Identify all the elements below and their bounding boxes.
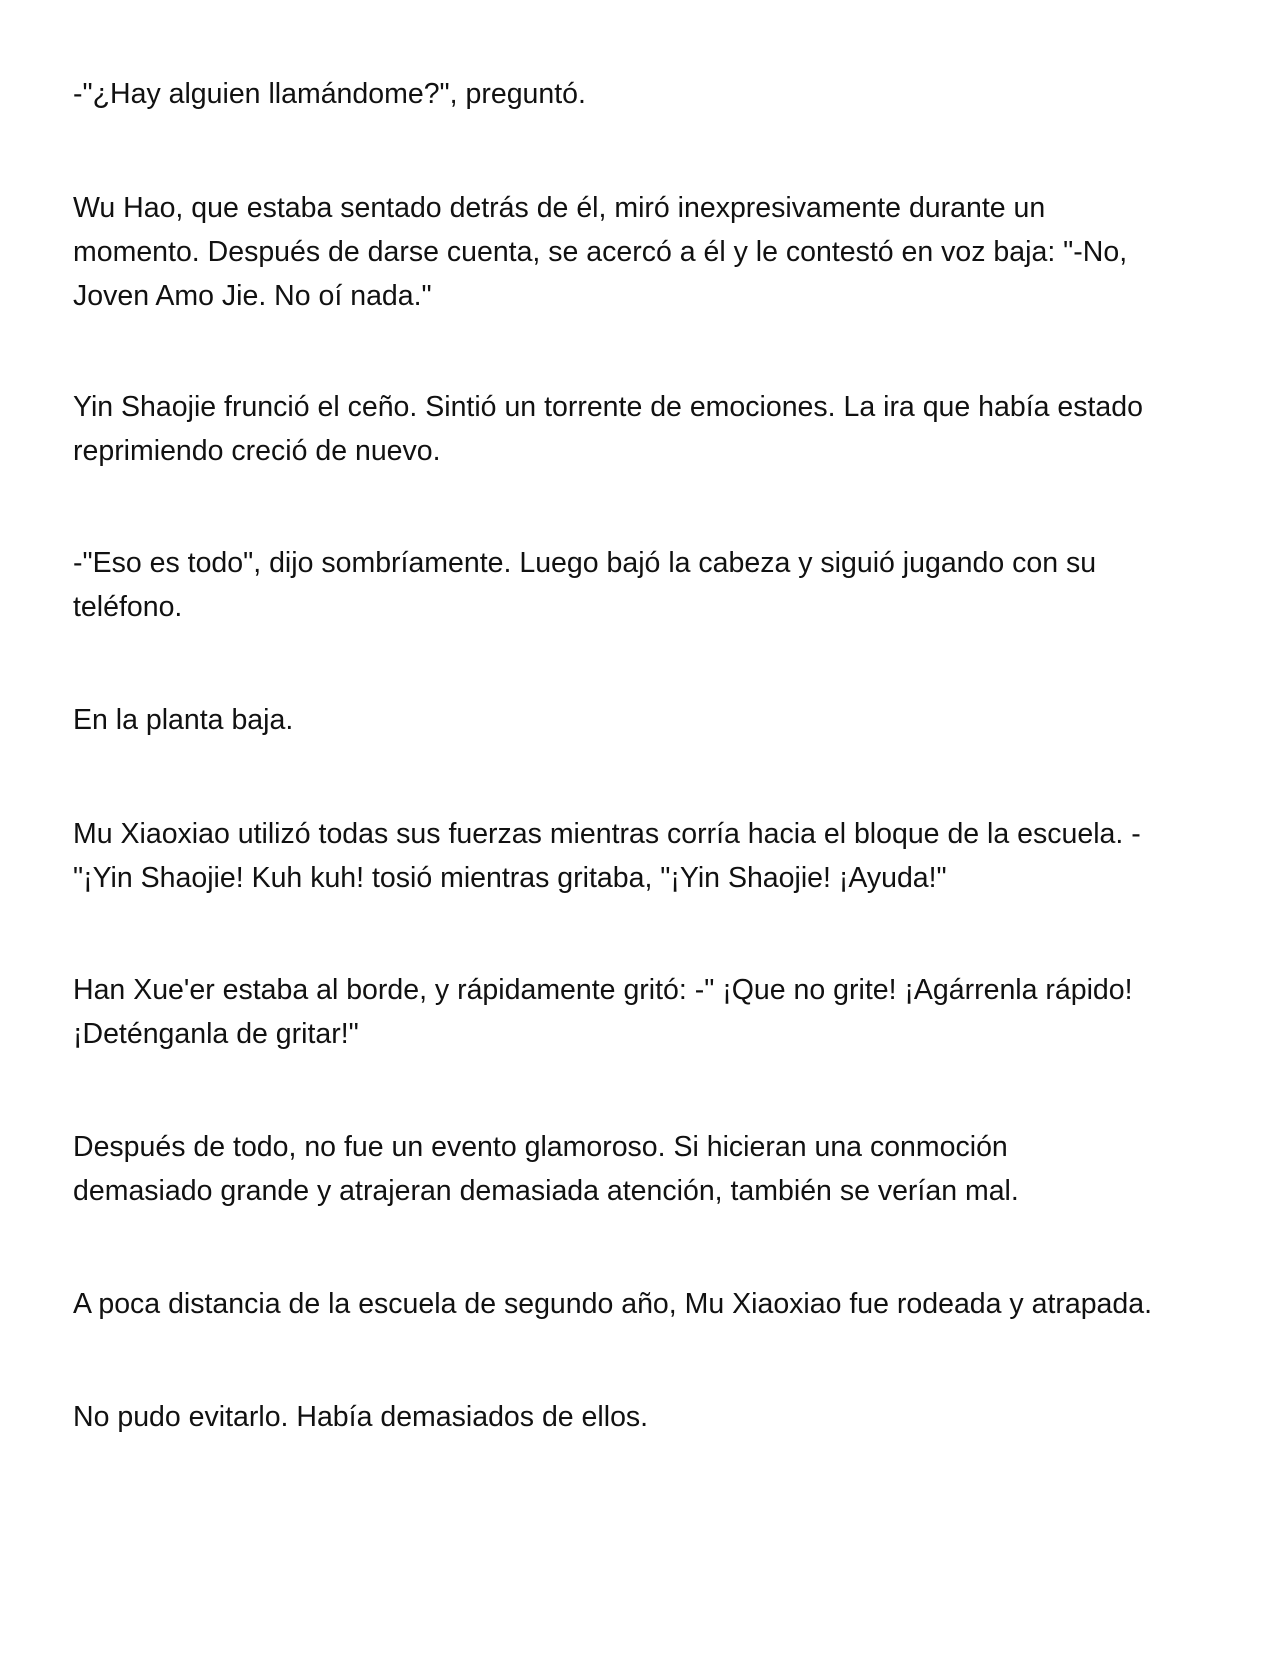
paragraph-line: demasiado grande y atrajeran demasiada atención, también se verían mal. <box>73 1175 1019 1207</box>
paragraph-2 <box>73 186 1223 318</box>
paragraph-line: No pudo evitarlo. Había demasiados de ellos. <box>73 1401 649 1433</box>
paragraph-9 <box>73 1282 1223 1326</box>
paragraph-10 <box>73 1395 1223 1439</box>
paragraph-1 <box>73 72 1223 116</box>
paragraph-line: "¡Yin Shaojie! Kuh kuh! tosió mientras gritaba, "¡Yin Shaojie! ¡Ayuda!" <box>73 862 947 894</box>
paragraph-line: ¡Deténganla de gritar!" <box>73 1018 359 1050</box>
paragraph-3 <box>73 385 1223 473</box>
paragraph-line: A poca distancia de la escuela de segundo año, Mu Xiaoxiao fue rodeada y atrapada. <box>73 1288 1153 1320</box>
paragraph-line: Yin Shaojie frunció el ceño. Sintió un torrente de emociones. La ira que había estado <box>73 391 1143 423</box>
paragraph-5 <box>73 698 1223 742</box>
paragraph-line: Wu Hao, que estaba sentado detrás de él, miró inexpresivamente durante un <box>73 192 1046 224</box>
paragraph-line: momento. Después de darse cuenta, se acercó a él y le contestó en voz baja: "-No, <box>73 236 1128 268</box>
paragraph-4 <box>73 541 1223 629</box>
paragraph-line: reprimiendo creció de nuevo. <box>73 435 441 467</box>
paragraph-line: teléfono. <box>73 591 183 623</box>
paragraph-line: -"Eso es todo", dijo sombríamente. Luego bajó la cabeza y siguió jugando con su <box>73 547 1097 579</box>
paragraph-8 <box>73 1125 1223 1213</box>
paragraph-line: Joven Amo Jie. No oí nada." <box>73 280 432 312</box>
paragraph-line: -"¿Hay alguien llamándome?", preguntó. <box>73 78 586 110</box>
paragraph-7 <box>73 968 1223 1056</box>
paragraph-line: Mu Xiaoxiao utilizó todas sus fuerzas mientras corría hacia el bloque de la escuela. - <box>73 818 1141 850</box>
paragraph-line: Después de todo, no fue un evento glamoroso. Si hicieran una conmoción <box>73 1131 1008 1163</box>
paragraph-line: En la planta baja. <box>73 704 294 736</box>
paragraph-6 <box>73 812 1223 900</box>
paragraph-line: Han Xue'er estaba al borde, y rápidamente gritó: -" ¡Que no grite! ¡Agárrenla rápido! <box>73 974 1133 1006</box>
